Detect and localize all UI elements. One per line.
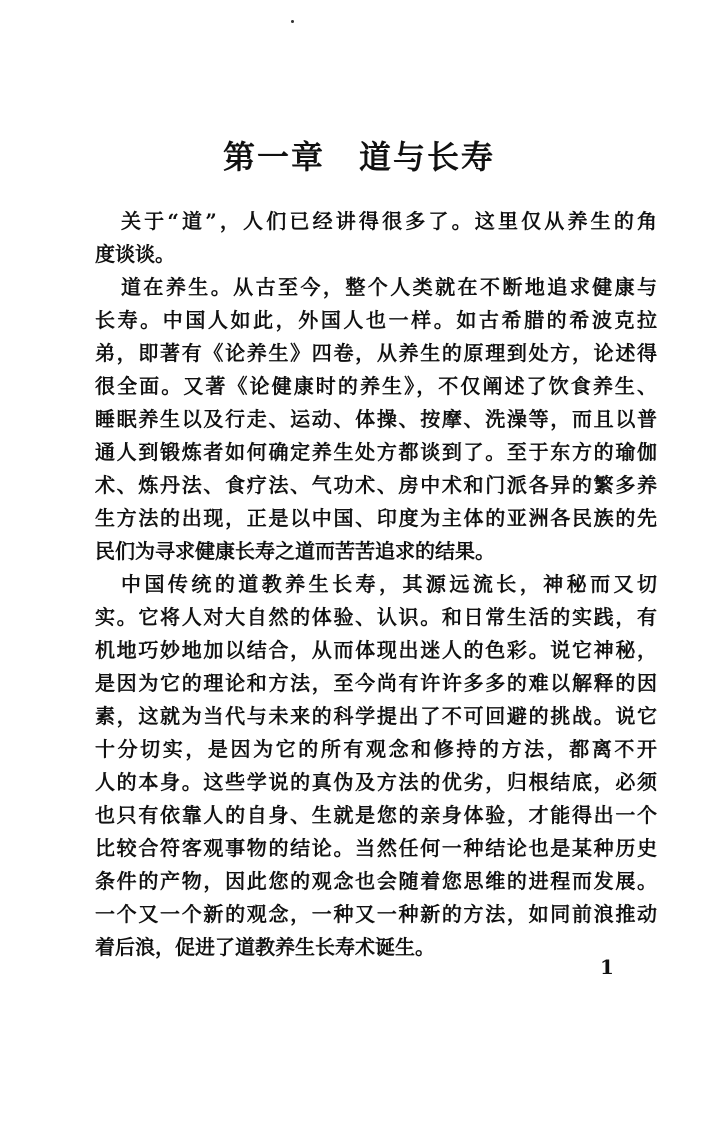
text-line: 条件的产物，因此您的观念也会随着您思维的进程而发展。 (95, 869, 657, 893)
paragraph (95, 205, 657, 271)
text-line: 中国传统的道教养生长寿，其源远流长，神秘而又切 (121, 572, 657, 596)
text-line: 道在养生。从古至今，整个人类就在不断地追求健康与 (121, 275, 657, 299)
text-line: 通人到锻炼者如何确定养生处方都谈到了。至于东方的瑜伽 (95, 440, 657, 464)
text-line: 素，这就为当代与未来的科学提出了不可回避的挑战。说它 (95, 704, 657, 728)
chapter-body (95, 205, 657, 964)
text-line: 生方法的出现，正是以中国、印度为主体的亚洲各民族的先 (95, 506, 657, 530)
text-line: 长寿。中国人如此，外国人也一样。如古希腊的希波克拉 (95, 308, 657, 332)
paragraph (95, 568, 657, 964)
text-line: 民们为寻求健康长寿之道而苦苦追求的结果。 (95, 539, 495, 563)
scan-speck (291, 20, 294, 23)
text-line: 机地巧妙地加以结合，从而体现出迷人的色彩。说它神秘， (95, 638, 657, 662)
text-line: 比较合符客观事物的结论。当然任何一种结论也是某种历史 (95, 836, 657, 860)
text-line: 睡眠养生以及行走、运动、体操、按摩、洗澡等，而且以普 (95, 407, 657, 431)
text-line: 也只有依靠人的自身、生就是您的亲身体验，才能得出一个 (95, 803, 657, 827)
text-line: 十分切实，是因为它的所有观念和修持的方法，都离不开 (95, 737, 657, 761)
page-number: 1 (600, 955, 614, 979)
text-line: 弟，即著有《论养生》四卷，从养生的原理到处方，论述得 (95, 341, 657, 365)
text-line: 人的本身。这些学说的真伪及方法的优劣，归根结底，必须 (95, 770, 657, 794)
text-line: 是因为它的理论和方法，至今尚有许许多多的难以解释的因 (95, 671, 657, 695)
text-line: 很全面。又著《论健康时的养生》，不仅阐述了饮食养生、 (95, 374, 657, 398)
chapter-title: 第一章 道与长寿 (222, 138, 495, 176)
text-line: 关于“道”，人们已经讲得很多了。这里仅从养生的角 (121, 209, 657, 233)
text-line: 实。它将人对大自然的体验、认识。和日常生活的实践，有 (95, 605, 657, 629)
text-line: 术、炼丹法、食疗法、气功术、房中术和门派各异的繁多养 (95, 473, 657, 497)
paragraph (95, 271, 657, 568)
text-line: 一个又一个新的观念，一种又一种新的方法，如同前浪推动 (95, 902, 657, 926)
text-line: 着后浪，促进了道教养生长寿术诞生。 (95, 935, 435, 959)
text-line: 度谈谈。 (95, 242, 175, 266)
